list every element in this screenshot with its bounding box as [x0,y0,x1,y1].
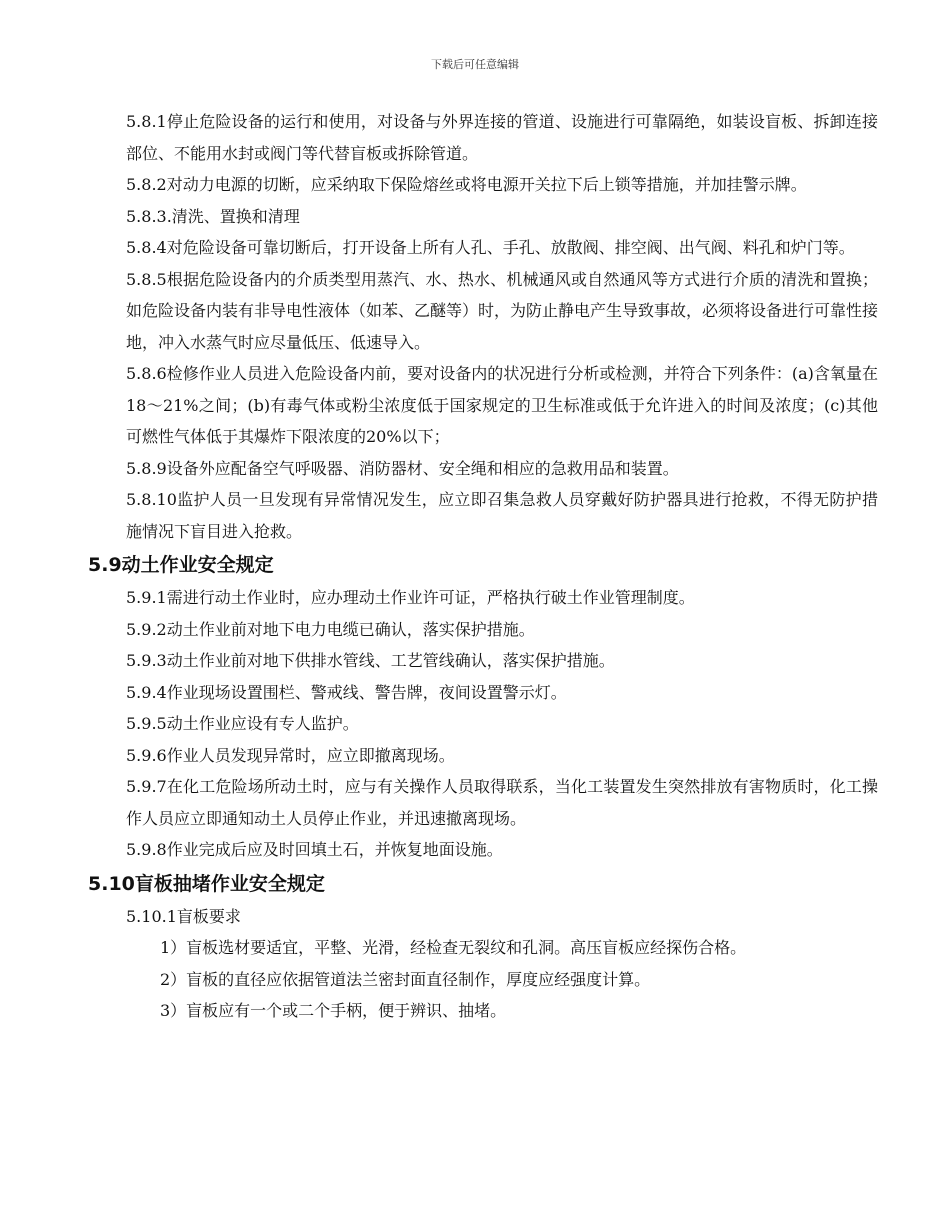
page-header: 下载后可任意编辑 [431,58,519,71]
clause-5-9-8: 5.9.8作业完成后应及时回填土石，并恢复地面设施。 [126,840,503,859]
section-heading-5-9: 5.9动土作业安全规定 [88,554,274,576]
clause-5-9-2: 5.9.2动土作业前对地下电力电缆已确认，落实保护措施。 [126,619,535,639]
clause-5-8-4: 5.8.4对危险设备可靠切断后，打开设备上所有人孔、手孔、放散阀、排空阀、出气阀、料孔和炉门等。 [126,238,855,257]
section-heading-5-10: 5.10盲板抽堵作业安全规定 [88,872,325,895]
clause-5-9-3: 5.9.3动土作业前对地下供排水管线、工艺管线确认，落实保护措施。 [126,651,615,670]
clause-5-8-6: 5.8.6检修作业人员进入危险设备内前，要对设备内的状况进行分析或检测，并符合下列条件：(a)含氧量在18～21%之间；(b)有毒气体或粉尘浓度低于国家规定的卫生标准或低于允许进入的时间及浓度；(c)其他可燃性气体低于其爆炸下限浓度的20%以下； [126,364,878,446]
clause-5-9-7: 5.9.7在化工危险场所动土时，应与有关操作人员取得联系，当化工装置发生突然排放有害物质时，化工操作人员应立即通知动土人员停止作业，并迅速撤离现场。 [126,777,878,828]
list-item-3: 3）盲板应有一个或二个手柄，便于辨识、抽堵。 [160,1001,507,1020]
clause-5-9-5: 5.9.5动土作业应设有专人监护。 [126,714,359,733]
clause-5-10-1: 5.10.1盲板要求 [126,906,241,926]
document-body [88,106,878,1027]
clause-5-9-4: 5.9.4作业现场设置围栏、警戒线、警告牌，夜间设置警示灯。 [126,682,567,702]
clause-5-8-9: 5.8.9设备外应配备空气呼吸器、消防器材、安全绳和相应的急救用品和装置。 [126,458,679,478]
clause-5-8-2: 5.8.2对动力电源的切断，应采纳取下保险熔丝或将电源开关拉下后上锁等措施，并加挂警示牌。 [126,175,807,194]
list-item-1: 1）盲板选材要适宜，平整、光滑，经检查无裂纹和孔洞。高压盲板应经探伤合格。 [160,938,747,957]
list-item-2: 2）盲板的直径应依据管道法兰密封面直径制作，厚度应经强度计算。 [160,969,651,989]
clause-5-8-5: 5.8.5根据危险设备内的介质类型用蒸汽、水、热水、机械通风或自然通风等方式进行介质的清洗和置换；如危险设备内装有非导电性液体（如苯、乙醚等）时，为防止静电产生导致事故，必须将设备进行可靠性接地，冲入水蒸气时应尽量低压、低速导入。 [126,269,879,352]
clause-5-9-1: 5.9.1需进行动土作业时，应办理动土作业许可证，严格执行破土作业管理制度。 [126,588,695,607]
clause-5-8-10: 5.8.10监护人员一旦发现有异常情况发生，应立即召集急救人员穿戴好防护器具进行抢救，不得无防护措施情况下盲目进入抢救。 [126,490,878,541]
clause-5-9-6: 5.9.6作业人员发现异常时，应立即撤离现场。 [126,745,455,765]
clause-5-8-3: 5.8.3.清洗、置换和清理 [126,206,300,226]
clause-5-8-1: 5.8.1停止危险设备的运行和使用，对设备与外界连接的管道、设施进行可靠隔绝，如装设盲板、拆卸连接部位、不能用水封或阀门等代替盲板或拆除管道。 [126,112,878,163]
